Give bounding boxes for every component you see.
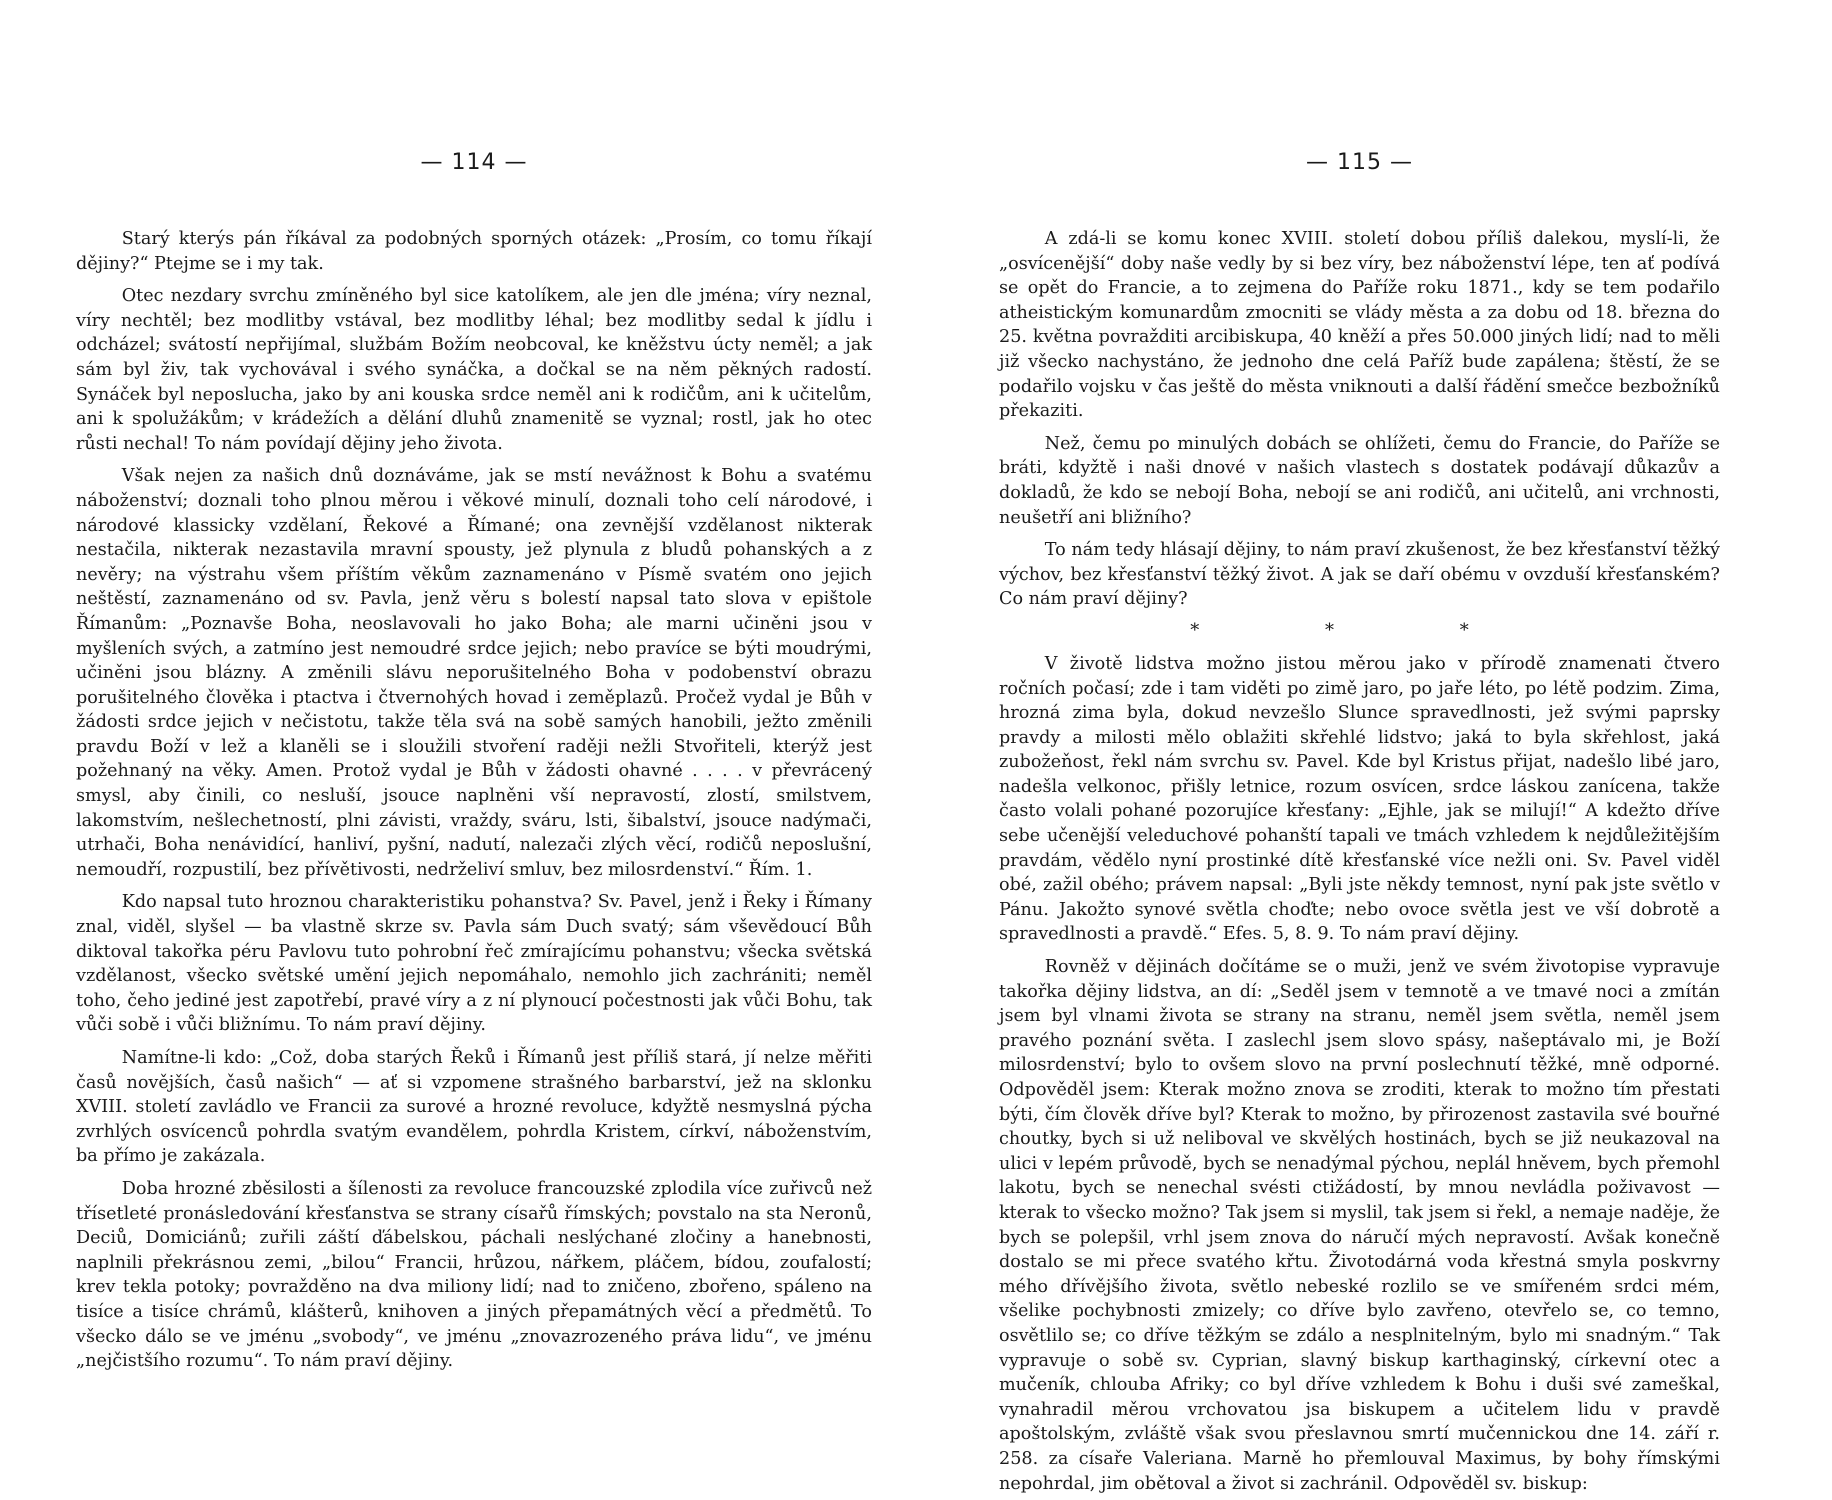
right-page bbox=[916, 0, 1832, 1500]
paragraph: Než, čemu po minulých dobách se ohlížeti, čemu do Francie, do Paříže se bráti, kdyžtě i naši dnové v našich vlastech s dostatek podávají důkazův a dokladů, že kdo se nebojí Boha, nebojí se ani rodičů, ani učitelů, ani vrchnosti, neušetří ani bližního? bbox=[999, 433, 1720, 528]
page-number: — 115 — bbox=[1306, 150, 1413, 175]
paragraph: Kdo napsal tuto hroznou charakteristiku pohanstva? Sv. Pavel, jenž i Řeky i Římany znal, viděl, slyšel — ba vlastně skrze sv. Pavla sám Duch svatý; sám vševědoucí Bůh diktoval takořka péru Pavlovu tuto pohrobní řeč zmírajícímu pohanstvu; všecka světská vzdělanost, všecko světské umění jejich nepomáhalo, nemohlo jich zachrániti; neměl toho, čeho jediné jest zapotřebí, pravé víry a z ní plynoucí počestnosti jak vůči Bohu, tak vůči sobě i vůči bližnímu. To nám praví dějiny. bbox=[76, 892, 872, 1036]
paragraph: Rovněž v dějinách dočítáme se o muži, jenž ve svém životopise vypravuje takořka dějiny lidstva, an dí: „Seděl jsem v temnotě a ve tmavé noci a zmítán jsem byl vlnami života se strany na stranu, neměl jsem světla, neměl jsem pravého poznání světa. I zaslechl jsem slovo spásy, našeptávalo mi, je Boží milosrdenství; bylo to ovšem slovo na první poslechnutí těžké, mně odporné. Odpověděl jsem: Kterak možno znova se zroditi, kterak to možno tím přestati býti, čím člověk dříve byl? Kterak to možno, by přirozenost zastavila své bouřné choutky, bych si už neliboval ve skvělých hostinách, bych se již neukazoval na ulici v lepém průvodě, bych se nenadýmal pýchou, neplál hněvem, bych přemohl lakotu, bych se nenechal svésti ctižádostí, by mnou nevládla poživavost — kterak to všecko možno? Tak jsem si myslil, tak jsem si řekl, a nemaje naděje, že bych se polepšil, vrhl jsem znova do náručí mých nepravostí. Avšak konečně dostalo se mi přece svatého křtu. Životodárná voda křestná smyla poskvrny mého dřívějšího života, světlo nebeské rozlilo se ve smířeném srdci mém, všelike pochybnosti zmizely; co dříve bylo zavřeno, otevřelo se, co temno, osvětlilo se; co dříve těžkým se zdálo a nesplnitelným, bylo mi snadným.“ Tak vypravuje o sobě sv. Cyprian, slavný biskup karthaginský, církevní otec a mučeník, chlouba Afriky; co byl dříve vzhledem k Bohu i duši své zameškal, vynahradil měrou vrchovatou jsa biskupem a učitelem lidu v pravdě apoštolským, zvláště však svou přeslavnou smrtí mučennickou dne 14. září r. 258. za císaře Valeriana. Marně ho přemlouval Maximus, by bohy římskými nepohrdal, jim obětoval a život si zachránil. Odpověděl sv. biskup: bbox=[999, 957, 1720, 1494]
paragraph: Otec nezdary svrchu zmíněného byl sice katolíkem, ale jen dle jména; víry neznal, víry nechtěl; bez modlitby vstával, bez modlitby léhal; bez modlitby sedal k jídlu i odcházel; svátostí nepřijímal, službám Božím neobcoval, ke kněžstvu úcty neměl; a jak sám byl živ, tak vychovával i svého synáčka, a dočkal se na něm pěkných radostí. Synáček byl neposlucha, jako by ani kouska srdce neměl ani k rodičům, ani k učitelům, ani k spolužákům; v krádežích a dělání dluhů znamenitě se vyznal; rostl, jak ho otec růsti nechal! To nám povídají dějiny jeho života. bbox=[76, 286, 872, 454]
page-number: — 114 — bbox=[420, 150, 528, 175]
paragraph: A zdá-li se komu konec XVIII. století dobou příliš dalekou, myslí-li, že „osvícenější“ doby naše vedly by si bez víry, bez náboženství lépe, ten ať podívá se opět do Francie, a to zejmena do Paříže roku 1871., kdy se tem podařilo atheistickým komunardům zmocniti se vlády města a za dobu od 18. března do 25. května povražditi arcibiskupa, 40 kněží a přes 50.000 jiných lidí; nad to měli již všecko nachystáno, že jednoho dne celá Paříž bude zapálena; štěstí, že se podařilo vojsku v čas ještě do města vniknouti a další řádění smečce bezbožníků překaziti. bbox=[999, 229, 1720, 422]
section-separator: * * * bbox=[1190, 619, 1529, 641]
paragraph: Namítne-li kdo: „Což, doba starých Řeků i Římanů jest příliš stará, jí nelze měřiti časů novějších, časů našich“ — ať si vzpomene strašného barbarství, jež na sklonku XVIII. století zavládlo ve Francii za surové a hrozné revoluce, kdyžtě nesmyslná pýcha zvrhlých osvícenců pohrdla svatým evandělem, pohrdla Kristem, církví, náboženstvím, ba přímo je zakázala. bbox=[76, 1048, 872, 1167]
paragraph: Doba hrozné zběsilosti a šílenosti za revoluce francouzské zplodila více zuřivců než třísetleté pronásledování křesťanstva se strany císařů římských; povstalo na sta Neronů, Deciů, Domiciánů; zuřili záští ďábelskou, páchali neslýchané zločiny a hanebnosti, naplnili překrásnou zemi, „bilou“ Francii, hrůzou, nářkem, pláčem, bídou, zoufalostí; krev tekla potoky; povražděno na dva miliony lidí; nad to zničeno, zbořeno, spáleno na tisíce a tisíce chrámů, klášterů, knihoven a jiných přepamátných věcí a předmětů. To všecko dálo se ve jménu „svobody“, ve jménu „znovazrozeného práva lidu“, ve jménu „nejčistšího rozumu“. To nám praví dějiny. bbox=[76, 1178, 872, 1372]
paragraph: Však nejen za našich dnů doznáváme, jak se mstí nevážnost k Bohu a svatému náboženství; doznali toho plnou měrou i věkové minulí, doznali toho celí národové, i národové klassicky vzdělaní, Řekové a Římané; ona zevnější vzdělanost nikterak nestačila, nikterak nezastavila mravní spousty, jež plynula z bludů pohanských a z nevěry; na výstrahu všem příštím věkům zaznamenáno v Písmě svatém ono jejich neštěstí, zaznamenáno od sv. Pavla, jenž věru s bolestí napsal tato slova v epištole Římanům: „Poznavše Boha, neoslavovali ho jako Boha; ale marni učiněni jsou v myšleních svých, a zatmíno jest nemoudré srdce jejich; nebo pravíce se býti moudrými, učiněni jsou blázny. A změnili slávu neporušitelného Boha v podobenství obrazu porušitelného člověka i ptactva i čtvernohých hovad i zeměplazů. Pročež vydal je Bůh v žádosti srdce jejich v nečistotu, takže těla svá na sobě samých hanobili, ježto změnili pravdu Boží v lež a klaněli se i sloužili stvoření raději nežli Stvořiteli, kterýž jest požehnaný na věky. Amen. Protož vydal je Bůh v žádosti ohavné . . . . v převrácený smysl, aby činili, co nesluší, jsouce naplněni vší nepravostí, zlostí, smilstvem, lakomstvím, nešlechetností, plni závisti, vraždy, sváru, lsti, šibalství, jsouce nadýmači, utrhači, Boha nenávidící, hanliví, pyšní, nadutí, nalezači zlých věcí, rodičů neposlušní, nemoudří, rozpustilí, bez přívětivosti, nedrželiví smluv, bez milosrdenství.“ Řím. 1. bbox=[76, 466, 872, 880]
paragraph: To nám tedy hlásají dějiny, to nám praví zkušenost, že bez křesťanství těžký výchov, bez křesťanství těžký život. A jak se daří obému v ovzduší křesťanském? Co nám praví dějiny? bbox=[999, 540, 1720, 610]
paragraph: Starý kterýs pán říkával za podobných sporných otázek: „Prosím, co tomu říkají dějiny?“ Ptejme se i my tak. bbox=[76, 229, 872, 274]
paragraph: V životě lidstva možno jistou měrou jako v přírodě znamenati čtvero ročních počasí; zde i tam viděti po zimě jaro, po jaře léto, po létě podzim. Zima, hrozná zima byla, dokud nevzešlo Slunce spravedlnosti, jež svými paprsky pravdy a milosti mělo oblažiti skřehlé lidstvo; jaká to byla skřehlost, jaká zubožeňost, řekl nám svrchu sv. Pavel. Kde byl Kristus přijat, nadešlo libé jaro, nadešla velkonoc, přišly letnice, rozum osvícen, srdce láskou zanícena, takže často volali pohané pozorujíce křesťany: „Ejhle, jak se milují!“ A kdežto dříve sebe učenější veleduchové pohanští tapali ve tmách vzhledem k nejdůležitějším pravdám, vědělo nyní prostinké dítě křesťanské více nežli oni. Sv. Pavel viděl obé, zažil obého; právem napsal: „Byli jste někdy temnost, nyní pak jste světlo v Pánu. Jakožto synové světla choďte; nebo ovoce světla jest ve vší dobrotě a spravedlnosti a pravdě.“ Efes. 5, 8. 9. To nám praví dějiny. bbox=[999, 653, 1720, 945]
